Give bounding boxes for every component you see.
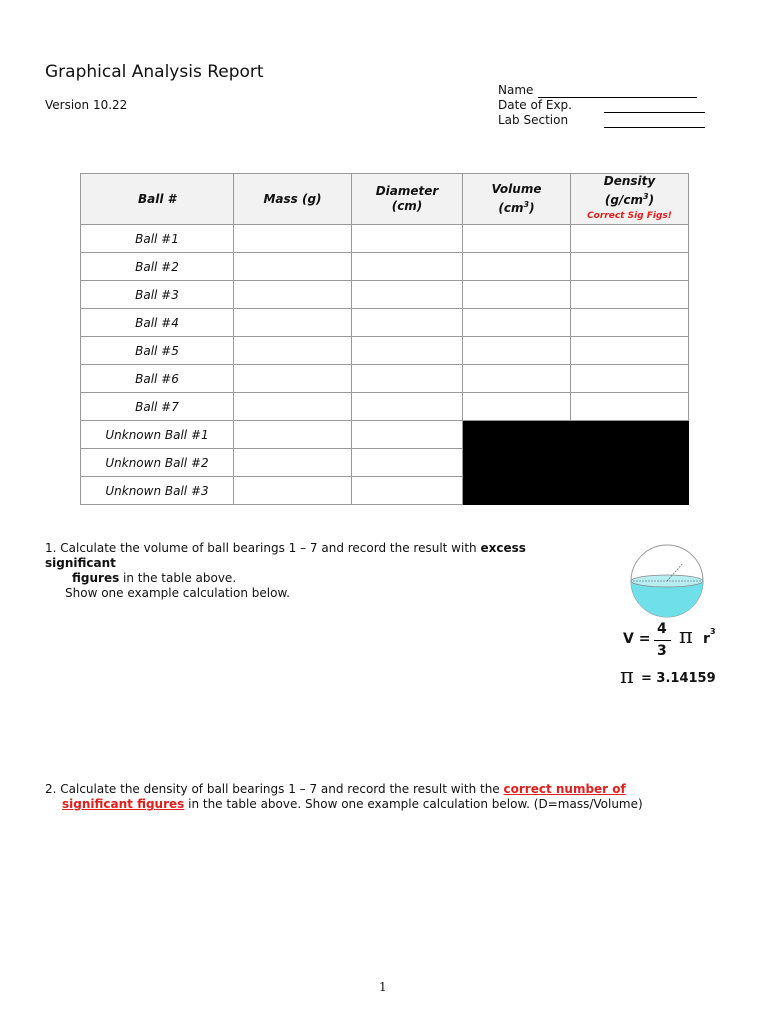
- mass-cell[interactable]: [234, 477, 352, 505]
- mass-cell[interactable]: [234, 281, 352, 309]
- blacked-out-cell: [571, 449, 689, 477]
- volume-cell[interactable]: [463, 281, 571, 309]
- table-row: [81, 337, 689, 365]
- diameter-cell[interactable]: [352, 337, 463, 365]
- version-label: Version 10.22: [45, 98, 128, 112]
- col-header-volume: Volume $(cm^3)$: [463, 174, 571, 225]
- fraction-bar: [654, 640, 671, 641]
- data-table: [80, 173, 689, 505]
- table-header-row: [81, 174, 689, 225]
- diameter-cell[interactable]: [352, 421, 463, 449]
- question-2: 2. Calculate the density of ball bearings 1 – 7 and record the result with the correct number of: [45, 782, 626, 796]
- diameter-cell[interactable]: [352, 393, 463, 421]
- density-cell[interactable]: [571, 365, 689, 393]
- mass-cell[interactable]: [234, 365, 352, 393]
- volume-cell[interactable]: [463, 225, 571, 253]
- table-row: [81, 253, 689, 281]
- density-cell[interactable]: [571, 225, 689, 253]
- mass-cell[interactable]: [234, 225, 352, 253]
- pi-value: = 3.14159: [641, 671, 716, 686]
- col-header-density: Density $(g/cm^3)$ Correct Sig Figs!: [571, 174, 689, 225]
- pi-symbol-2: π: [620, 664, 634, 688]
- volume-cell[interactable]: [463, 309, 571, 337]
- question-1-line3: Show one example calculation below.: [65, 586, 290, 600]
- density-cell[interactable]: [571, 309, 689, 337]
- row-label: Ball #6: [81, 365, 234, 393]
- row-label: Ball #7: [81, 393, 234, 421]
- table-row: [81, 365, 689, 393]
- question-2-line2: significant figures in the table above. Show one example calculation below. (D=mass/Volume): [62, 797, 643, 811]
- mass-cell[interactable]: [234, 393, 352, 421]
- formula-r: r: [703, 631, 710, 647]
- volume-cell[interactable]: [463, 365, 571, 393]
- lab-section-label: Lab Section: [498, 113, 569, 127]
- diameter-cell[interactable]: [352, 253, 463, 281]
- mass-cell[interactable]: [234, 337, 352, 365]
- mass-cell[interactable]: [234, 449, 352, 477]
- col-header-ball: Ball #: [81, 174, 234, 225]
- blacked-out-cell: [571, 477, 689, 505]
- row-label: Ball #1: [81, 225, 234, 253]
- formula-exponent: 3: [710, 627, 716, 636]
- mass-cell[interactable]: [234, 309, 352, 337]
- volume-cell[interactable]: [463, 337, 571, 365]
- formula-denominator: 3: [657, 643, 667, 659]
- name-label: Name: [498, 83, 534, 97]
- date-line[interactable]: [604, 112, 705, 113]
- table-row: [81, 393, 689, 421]
- blacked-out-cell: [463, 421, 571, 449]
- document-title: Graphical Analysis Report: [45, 62, 264, 82]
- sphere-diagram-icon: [627, 543, 707, 619]
- blacked-out-cell: [463, 477, 571, 505]
- page-number: 1: [379, 980, 387, 994]
- diameter-cell[interactable]: [352, 477, 463, 505]
- density-cell[interactable]: [571, 393, 689, 421]
- lab-section-line[interactable]: [604, 127, 705, 128]
- mass-cell[interactable]: [234, 421, 352, 449]
- diameter-cell[interactable]: [352, 309, 463, 337]
- volume-cell[interactable]: [463, 393, 571, 421]
- sig-figs-note: Correct Sig Figs!: [587, 211, 672, 221]
- formula-numerator: 4: [657, 621, 667, 637]
- mass-cell[interactable]: [234, 253, 352, 281]
- col-header-mass: Mass (g): [234, 174, 352, 225]
- date-label: Date of Exp.: [498, 98, 572, 112]
- table-row: [81, 477, 689, 505]
- row-label: Ball #5: [81, 337, 234, 365]
- table-row: [81, 309, 689, 337]
- table-row: [81, 225, 689, 253]
- row-label: Unknown Ball #1: [81, 421, 234, 449]
- diameter-cell[interactable]: [352, 225, 463, 253]
- density-cell[interactable]: [571, 281, 689, 309]
- row-label: Unknown Ball #3: [81, 477, 234, 505]
- col-header-diameter: Diameter (cm): [352, 174, 463, 225]
- density-cell[interactable]: [571, 337, 689, 365]
- row-label: Ball #2: [81, 253, 234, 281]
- blacked-out-cell: [463, 449, 571, 477]
- diameter-cell[interactable]: [352, 281, 463, 309]
- table-row: [81, 281, 689, 309]
- blacked-out-cell: [571, 421, 689, 449]
- pi-symbol: π: [679, 624, 693, 648]
- question-1-line2: figures in the table above.: [72, 571, 237, 585]
- table-row: [81, 421, 689, 449]
- row-label: Ball #3: [81, 281, 234, 309]
- table-row: [81, 449, 689, 477]
- question-1: 1. Calculate the volume of ball bearings 1 – 7 and record the result with excess significant: [45, 541, 526, 570]
- formula-lhs: V =: [623, 631, 651, 647]
- diameter-cell[interactable]: [352, 449, 463, 477]
- volume-cell[interactable]: [463, 253, 571, 281]
- row-label: Unknown Ball #2: [81, 449, 234, 477]
- diameter-cell[interactable]: [352, 365, 463, 393]
- row-label: Ball #4: [81, 309, 234, 337]
- density-cell[interactable]: [571, 253, 689, 281]
